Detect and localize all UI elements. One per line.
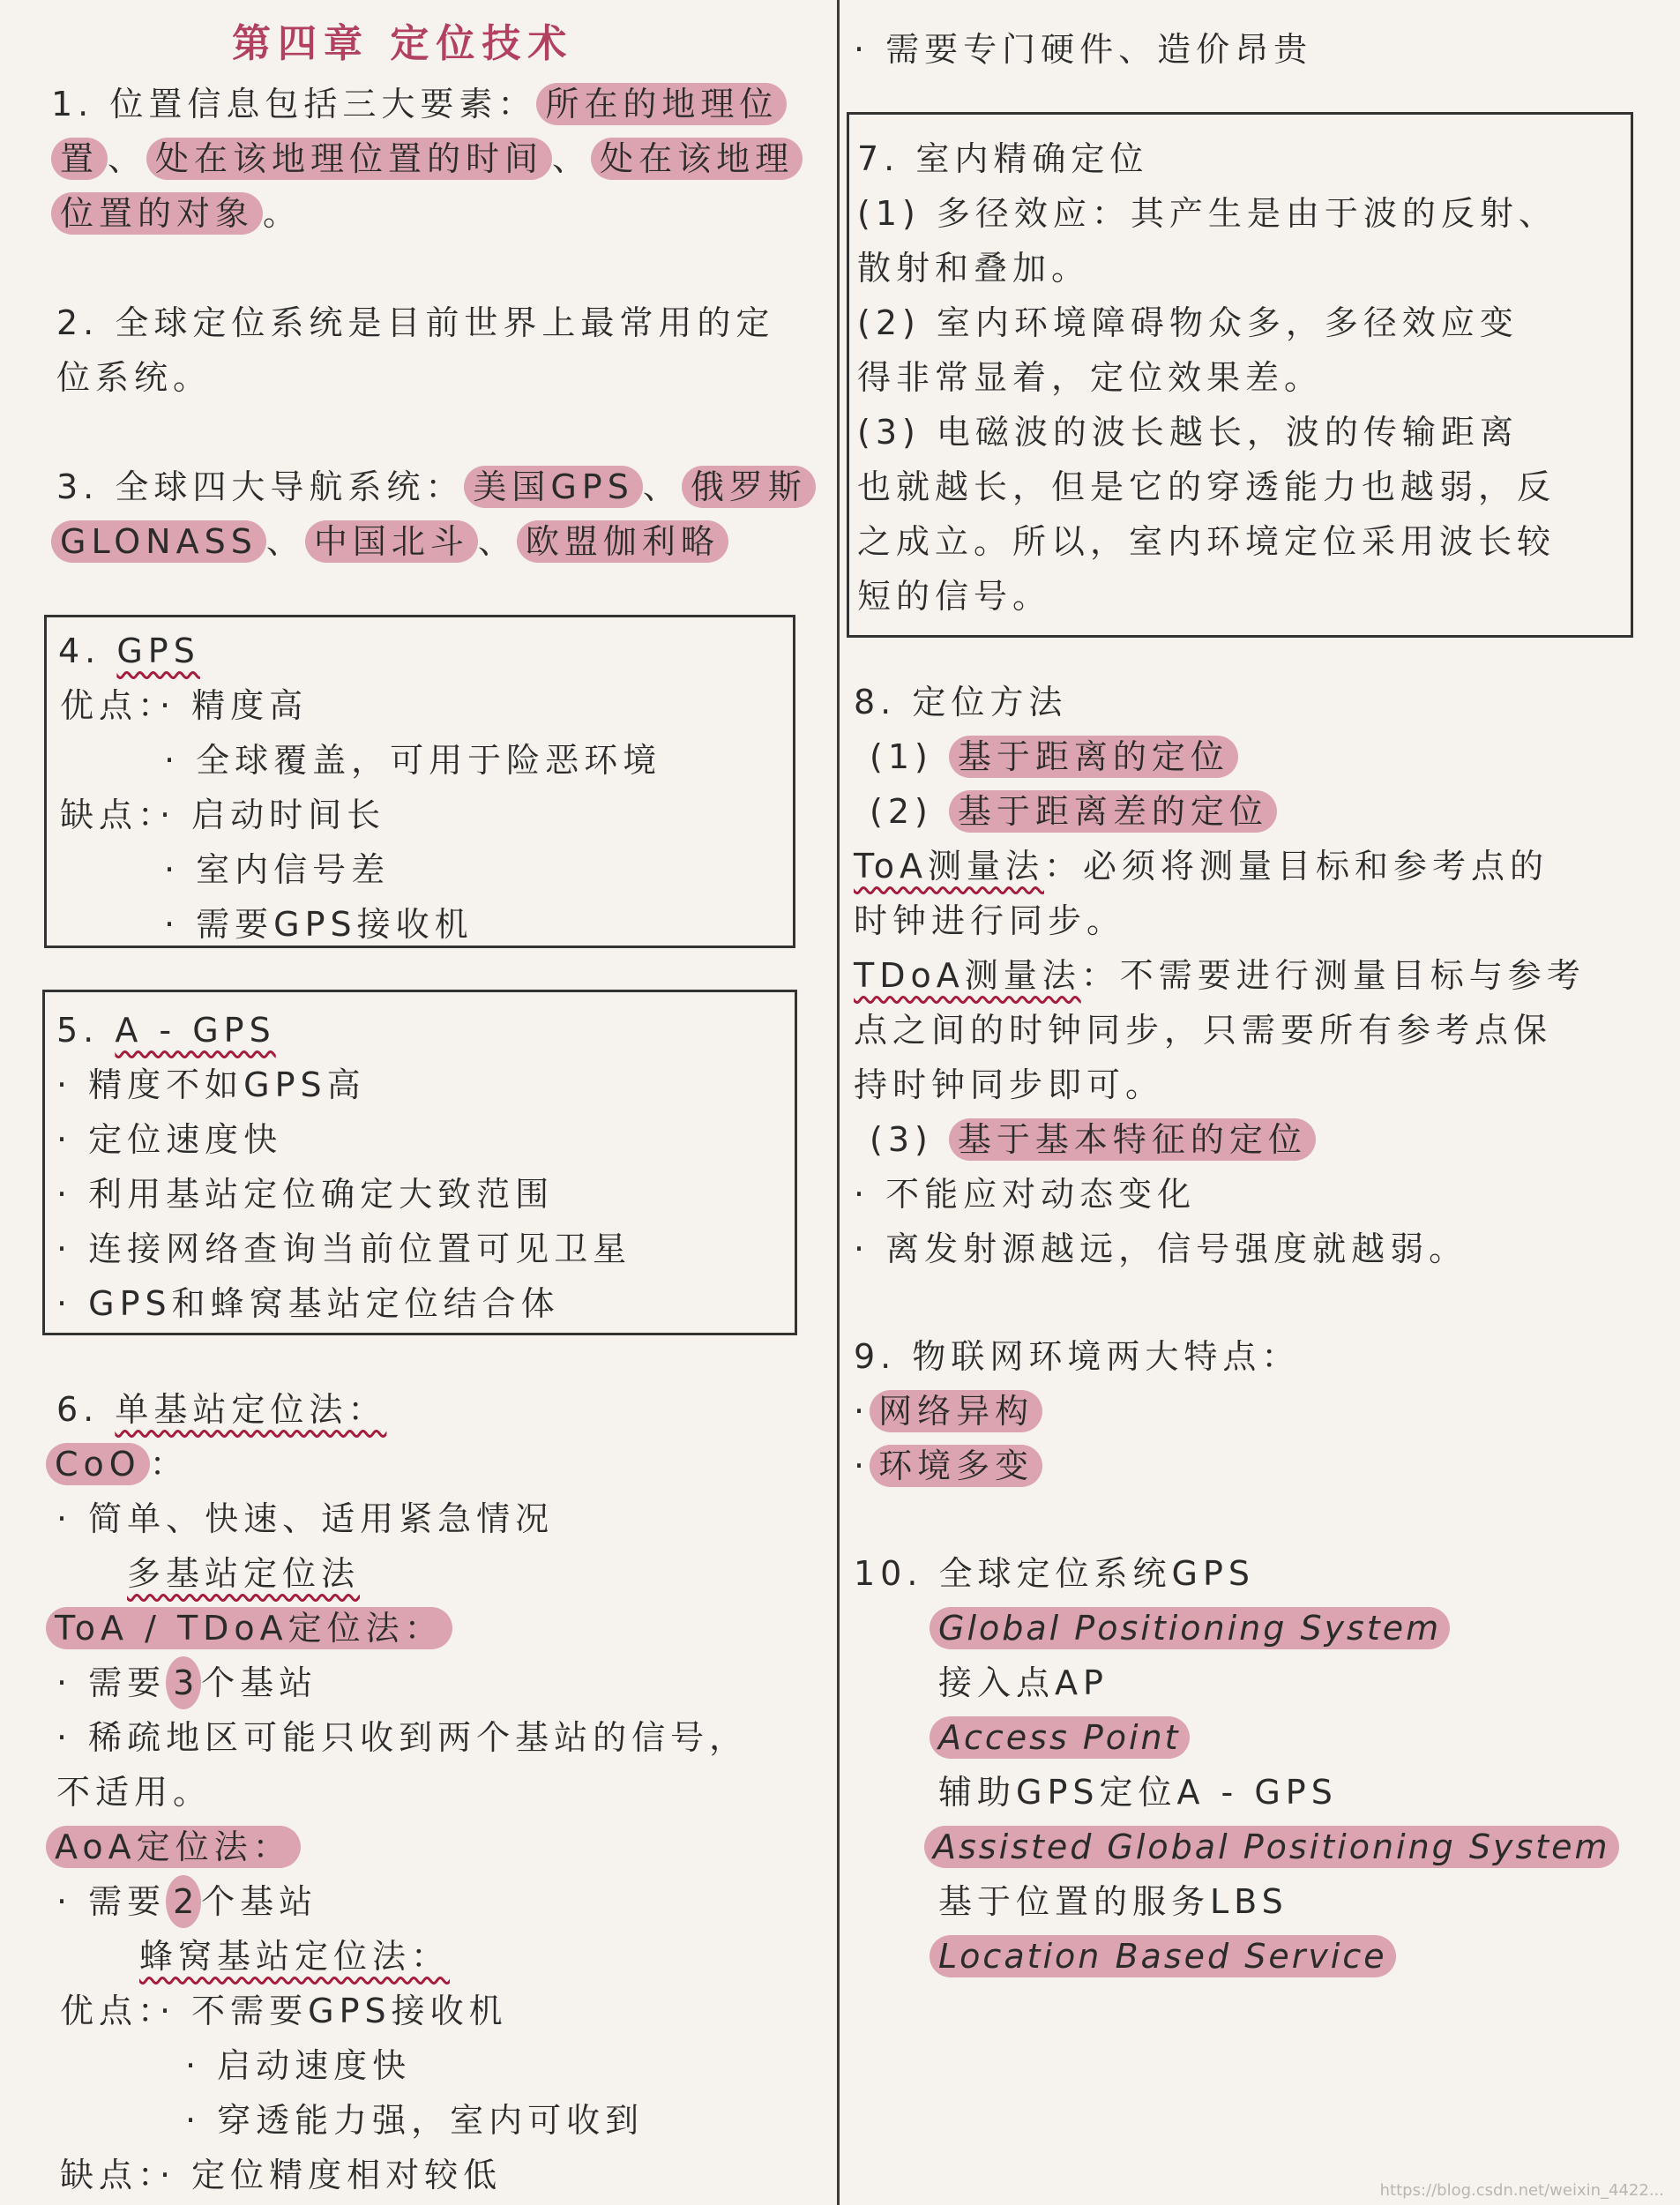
s7-line: (2) 室内环境障碍物众多，多径效应变 [857, 303, 1519, 342]
s10-lbs-en: Location Based Service [930, 1935, 1396, 1977]
s9-heterogeneous: 网络异构 [870, 1390, 1042, 1432]
s8-tdoa-label: TDoA测量法 [854, 956, 1081, 995]
s10-ap: 接入点AP [938, 1663, 1109, 1702]
s8-note: · 离发射源越远，信号强度就越弱。 [854, 1230, 1468, 1268]
s6-num: 6. [56, 1390, 100, 1429]
s1-intro: 1. 位置信息包括三大要素： [51, 85, 537, 123]
s3-glonass: GLONASS [51, 520, 266, 563]
s8-method-2 [870, 785, 1277, 838]
s1-line1 [51, 78, 787, 131]
s5-num: 5. [56, 1011, 100, 1050]
s6-cell-label: 蜂窝基站定位法： [139, 1937, 451, 1976]
s4-heading [58, 624, 200, 677]
s3-beidou: 中国北斗 [305, 520, 478, 563]
s6-multi-label: 多基站定位法 [127, 1554, 361, 1593]
s5-item: · GPS和蜂窝基站定位结合体 [56, 1284, 560, 1323]
s4-pro-item: · 精度高 [160, 686, 309, 725]
s6-toa-line [46, 1602, 452, 1655]
s8-toa-text: ：必须将测量目标和参考点的 [1044, 847, 1549, 886]
s3-russia: 俄罗斯 [682, 466, 816, 508]
s8-tdoa [854, 949, 1586, 1002]
s6-toa-sparse2: 不适用。 [56, 1773, 213, 1812]
s5-head: A - GPS [115, 1011, 276, 1050]
s6-toa: ToA / TDoA定位法： [46, 1607, 452, 1649]
s8-toa-label: ToA测量法 [854, 847, 1044, 886]
s6-heading [56, 1383, 386, 1436]
s10-heading: 10. 全球定位系统GPS [854, 1554, 1255, 1593]
s4-con-item: · 启动时间长 [160, 796, 386, 834]
s6-toa-need-b: 个基站 [201, 1663, 318, 1702]
s6-aoa-need-a: · 需要 [56, 1882, 167, 1921]
s4-cons-label: 缺点： [60, 796, 161, 834]
s4-pros-2: · 全球覆盖，可用于险恶环境 [164, 741, 662, 780]
s8-method-1 [870, 730, 1238, 783]
s5-item: · 利用基站定位确定大致范围 [56, 1175, 555, 1214]
s6-aoa-need-b: 个基站 [201, 1882, 318, 1921]
s8-tdoa-2: 点之间的时钟同步，只需要所有参考点保 [854, 1011, 1553, 1050]
s3-galileo: 欧盟伽利略 [517, 520, 728, 563]
s3-line2: GLONASS 、 中国北斗 、 欧盟伽利略 [51, 515, 728, 568]
s10-gps-en: Global Positioning System [930, 1607, 1450, 1649]
s6-pros-label: 优点： [60, 1992, 161, 2030]
s6-pros-1 [60, 1984, 508, 2037]
s3-usa: 美国GPS [464, 466, 642, 508]
s6-toa-need-count: 3 [166, 1656, 201, 1709]
s1-line2: 置 、 处在该地理位置的时间 、 处在该地理 [51, 132, 803, 185]
s6-coo: CoO [46, 1443, 150, 1485]
s8-m2-num: (2) [870, 792, 933, 831]
s10-gps-en-line [930, 1602, 1450, 1655]
s8-m1: 基于距离的定位 [949, 736, 1238, 778]
s8-heading: 8. 定位方法 [854, 683, 1068, 721]
s7-line: 得非常显着，定位效果差。 [857, 358, 1324, 397]
s6-toa-sparse1: · 稀疏地区可能只收到两个基站的信号， [56, 1718, 749, 1757]
s8-toa-2: 时钟进行同步。 [854, 901, 1126, 940]
s9-heading: 9. 物联网环境两大特点： [854, 1337, 1301, 1376]
s6-multi [127, 1547, 360, 1600]
s10-agps-en-line [924, 1820, 1619, 1873]
s5-item: · 精度不如GPS高 [56, 1065, 366, 1104]
s8-tdoa-3: 持时钟同步即可。 [854, 1065, 1165, 1104]
s6-aoa-need-count: 2 [166, 1875, 201, 1928]
s8-toa [854, 840, 1549, 893]
s5-heading [56, 1004, 276, 1057]
s2-line1: 2. 全球定位系统是目前世界上最常用的定 [56, 303, 775, 342]
s6-aoa-line [46, 1820, 301, 1873]
s1-item-2: 处在该地理位置的时间 [146, 138, 552, 180]
s1-item-3b: 位置的对象 [51, 192, 263, 235]
s4-head: GPS [116, 632, 200, 670]
s1-item-3: 处在该地理 [591, 138, 803, 180]
s7-line: (3) 电磁波的波长越长，波的传输距离 [857, 413, 1519, 452]
s10-lbs: 基于位置的服务LBS [938, 1882, 1288, 1921]
s6-toa-need-a: · 需要 [56, 1663, 167, 1702]
right-top-note: · 需要专门硬件、造价昂贵 [854, 30, 1313, 69]
s4-pros-1 [60, 679, 308, 732]
watermark: https://blog.csdn.net/weixin_4422... [1379, 2181, 1664, 2200]
s6-cons-label: 缺点： [60, 2156, 161, 2194]
s6-cell [139, 1930, 450, 1983]
s2-line2: 位系统。 [56, 358, 213, 397]
s7-line: 也就越长，但是它的穿透能力也越弱，反 [857, 467, 1557, 506]
s8-m2: 基于距离差的定位 [949, 790, 1277, 833]
s6-aoa: AoA定位法： [46, 1826, 301, 1868]
page-title: 第四章 定位技术 [232, 21, 574, 66]
s1-line3: 位置的对象 。 [51, 187, 302, 240]
s10-ap-en-line [930, 1711, 1190, 1764]
s7-line: (1) 多径效应：其产生是由于波的反射、 [857, 194, 1557, 233]
s6-cons-1 [60, 2149, 502, 2201]
s9-item-1: · 网络异构 [854, 1385, 1042, 1438]
s4-cons-3: · 需要GPS接收机 [164, 905, 474, 944]
s6-pro-item: · 不需要GPS接收机 [160, 1992, 508, 2030]
column-divider [837, 0, 840, 2205]
s10-agps: 辅助GPS定位A - GPS [938, 1773, 1338, 1812]
s8-m3: 基于基本特征的定位 [949, 1118, 1316, 1161]
s4-num: 4. [58, 632, 101, 670]
s9-item-2: · 环境多变 [854, 1439, 1042, 1492]
s4-cons-2: · 室内信号差 [164, 850, 391, 889]
s7-heading: 7. 室内精确定位 [857, 139, 1149, 178]
s6-coo-desc: · 简单、快速、适用紧急情况 [56, 1499, 555, 1538]
s6-pros-2: · 启动速度快 [185, 2046, 412, 2085]
s4-pros-label: 优点： [60, 686, 161, 725]
s4-cons-1 [60, 789, 385, 841]
s1-item-1b: 置 [51, 138, 108, 180]
s8-tdoa-text: ：不需要进行测量目标与参考 [1080, 956, 1586, 995]
s7-line: 之成立。所以，室内环境定位采用波长较 [857, 522, 1557, 561]
s10-ap-en: Access Point [930, 1716, 1190, 1759]
s1-item-1: 所在的地理位 [536, 83, 787, 125]
s8-m1-num: (1) [870, 737, 933, 776]
s6-toa-need [56, 1656, 317, 1709]
s6-head: 单基站定位法： [115, 1390, 387, 1429]
s8-m3-num: (3) [870, 1120, 933, 1159]
s5-item: · 连接网络查询当前位置可见卫星 [56, 1230, 632, 1268]
s3-line1: 3. 全球四大导航系统： 美国GPS 、 俄罗斯 [56, 460, 816, 513]
s3-intro: 3. 全球四大导航系统： [56, 467, 465, 506]
s8-method-3 [870, 1113, 1316, 1166]
s6-pros-3: · 穿透能力强，室内可收到 [185, 2101, 645, 2140]
s5-item: · 定位速度快 [56, 1120, 283, 1159]
s10-lbs-en-line [930, 1930, 1396, 1983]
s6-con-item: · 定位精度相对较低 [160, 2156, 503, 2194]
s6-coo-line: CoO ： [46, 1438, 189, 1491]
s6-aoa-need [56, 1875, 317, 1928]
s8-note: · 不能应对动态变化 [854, 1175, 1197, 1214]
s10-agps-en: Assisted Global Positioning System [924, 1826, 1619, 1868]
s7-line: 散射和叠加。 [857, 249, 1091, 288]
s9-variable: 环境多变 [870, 1445, 1042, 1487]
s7-line: 短的信号。 [857, 577, 1052, 616]
